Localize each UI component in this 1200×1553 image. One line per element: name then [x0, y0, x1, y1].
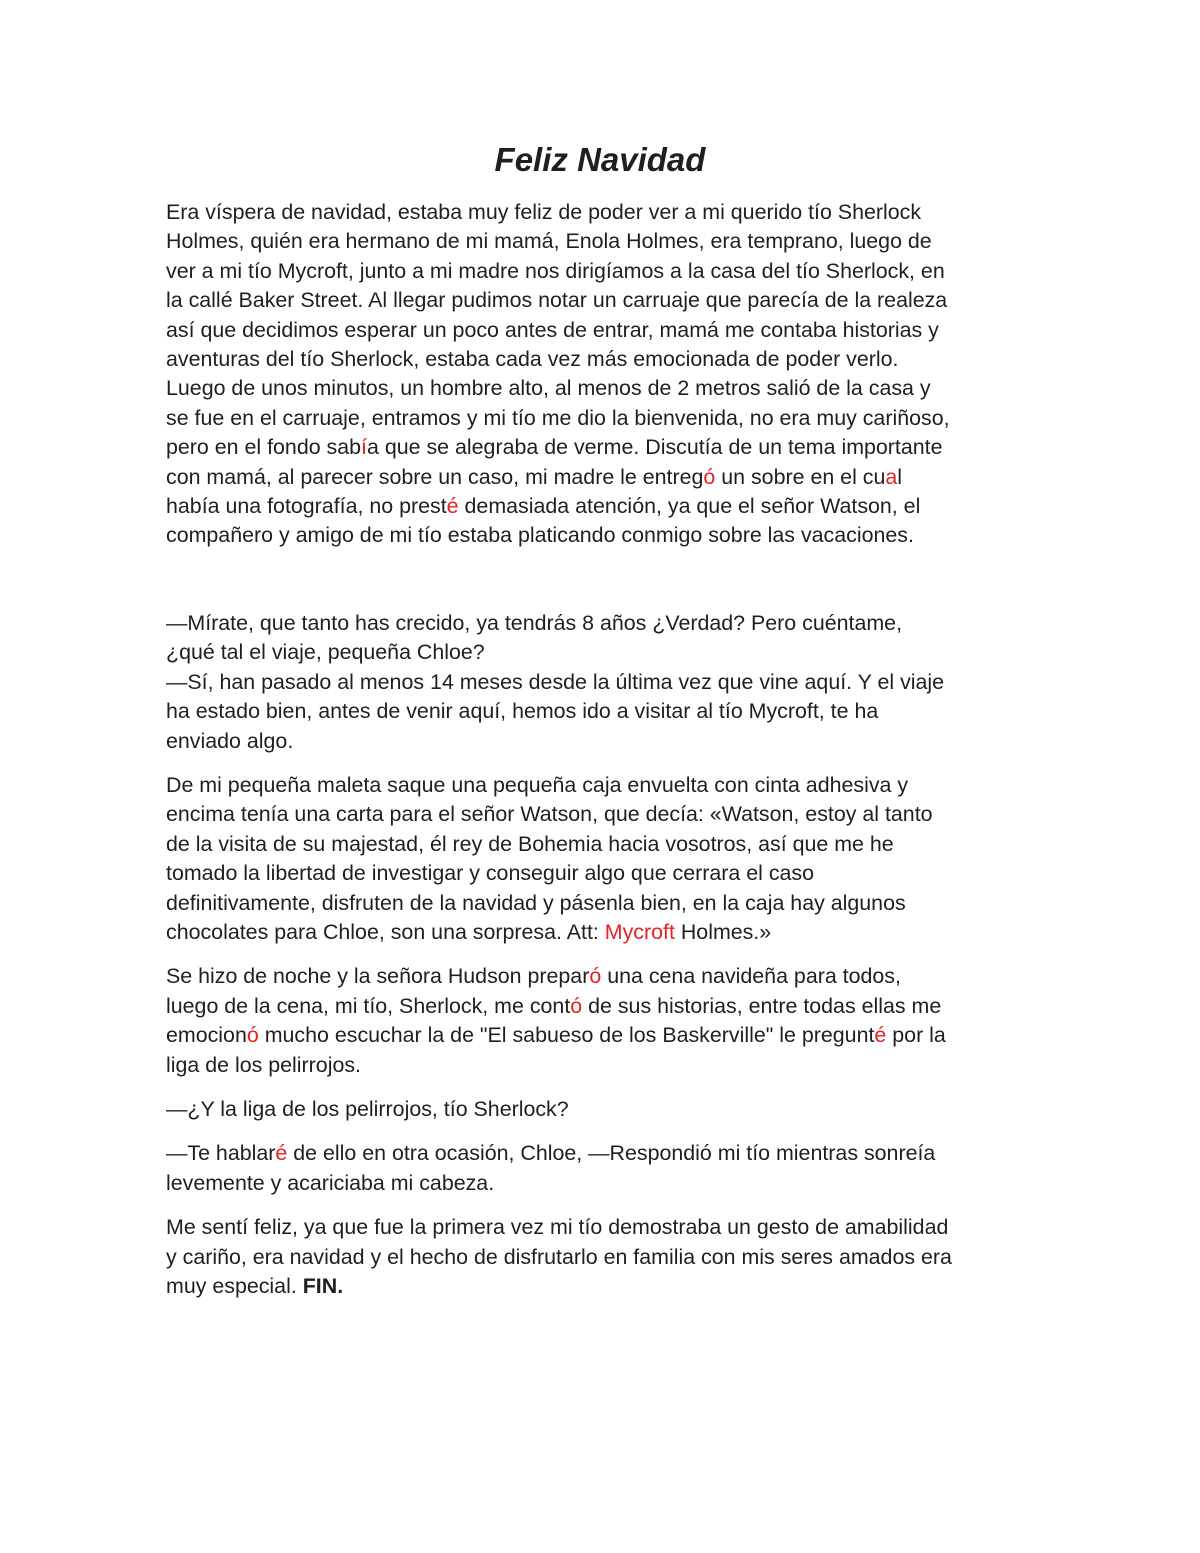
- text-line: encima tenía una carta para el señor Watson, que decía: «Watson, estoy al tanto: [166, 802, 933, 827]
- document-body: [166, 198, 1034, 1301]
- text-run: de sus historias, entre todas ellas me: [582, 993, 942, 1018]
- text-line: [166, 492, 1034, 521]
- paragraph-intro: [166, 198, 1034, 551]
- document-title: Feliz Navidad: [494, 141, 706, 178]
- text-line: [166, 433, 1034, 462]
- paragraph-letter: [166, 771, 1034, 947]
- highlighted-char: í: [361, 435, 367, 460]
- text-line: así que decidimos esperar un poco antes de entrar, mamá me contaba historias y: [166, 317, 939, 342]
- paragraph-evening: [166, 962, 1034, 1080]
- highlighted-word: Mycroft: [604, 919, 675, 944]
- highlighted-char: é: [874, 1023, 887, 1048]
- text-line: Luego de unos minutos, un hombre alto, al menos de 2 metros salió de la casa y: [166, 376, 931, 401]
- text-line: ver a mi tío Mycroft, junto a mi madre nos dirigíamos a la casa del tío Sherlock, en: [166, 258, 945, 283]
- text-line: y cariño, era navidad y el hecho de disfrutarlo en familia con mis seres amados era: [166, 1244, 952, 1269]
- text-line: se fue en el carruaje, entramos y mi tío me dio la bienvenida, no era muy cariñoso,: [166, 405, 950, 430]
- highlighted-char: a: [885, 464, 898, 489]
- text-line: compañero y amigo de mi tío estaba platicando conmigo sobre las vacaciones.: [166, 523, 914, 548]
- text-line: liga de los pelirrojos.: [166, 1052, 361, 1077]
- highlighted-char: é: [446, 494, 459, 519]
- paragraph-gap: [166, 551, 1034, 609]
- highlighted-char: é: [275, 1141, 288, 1166]
- text-line: Holmes, quién era hermano de mi mamá, Enola Holmes, era temprano, luego de: [166, 229, 932, 254]
- text-line: [166, 1139, 1034, 1168]
- text-line: [166, 918, 1034, 947]
- text-line: [166, 1021, 1034, 1050]
- text-line: [166, 962, 1034, 991]
- text-run: un sobre en el cu: [715, 464, 886, 489]
- text-line: ¿qué tal el viaje, pequeña Chloe?: [166, 640, 485, 665]
- text-run: a que se alegraba de verme. Discutía de un tema importante: [367, 435, 943, 460]
- text-line: la callé Baker Street. Al llegar pudimos notar un carruaje que parecía de la realeza: [166, 288, 948, 313]
- text-line: —Mírate, que tanto has crecido, ya tendrás 8 años ¿Verdad? Pero cuéntame,: [166, 610, 903, 635]
- text-line: Era víspera de navidad, estaba muy feliz de poder ver a mi querido tío Sherlock: [166, 200, 922, 224]
- text-run: luego de la cena, mi tío, Sherlock, me cont: [166, 993, 571, 1018]
- highlighted-char: ó: [570, 993, 583, 1018]
- fin-label: FIN.: [302, 1274, 344, 1298]
- text-run: Holmes.»: [674, 919, 772, 944]
- text-line: [166, 992, 1034, 1021]
- text-run: con mamá, al parecer sobre un caso, mi madre le entreg: [166, 464, 704, 489]
- text-run: muy especial.: [166, 1274, 303, 1298]
- text-run: pero en el fondo sab: [166, 435, 362, 460]
- text-run: l: [897, 464, 903, 489]
- text-line: Me sentí feliz, ya que fue la primera vez mi tío demostraba un gesto de amabilidad: [166, 1215, 949, 1240]
- highlighted-char: ó: [703, 464, 716, 489]
- text-run: chocolates para Chloe, son una sorpresa. Att:: [166, 919, 605, 944]
- dialogue-answer: [166, 1139, 1034, 1198]
- text-run: demasiada atención, ya que el señor Watson, el: [458, 494, 921, 519]
- text-run: había una fotografía, no prest: [166, 494, 447, 519]
- text-run: una cena navideña para todos,: [601, 964, 901, 989]
- paragraph-gap: [166, 947, 1034, 962]
- highlighted-char: ó: [246, 1023, 259, 1048]
- text-line: enviado algo.: [166, 728, 294, 753]
- text-line: —Sí, han pasado al menos 14 meses desde la última vez que vine aquí. Y el viaje: [166, 669, 945, 694]
- paragraph-gap: [166, 1080, 1034, 1095]
- text-run: por la: [886, 1023, 946, 1048]
- text-line: —¿Y la liga de los pelirrojos, tío Sherlock?: [166, 1096, 569, 1121]
- text-line: [166, 463, 1034, 492]
- dialogue-block: [166, 609, 1034, 756]
- text-run: mucho escuchar la de "El sabueso de los Baskerville" le pregunt: [258, 1023, 875, 1048]
- text-line: aventuras del tío Sherlock, estaba cada vez más emocionada de poder verlo.: [166, 347, 899, 372]
- text-line: levemente y acariciaba mi cabeza.: [166, 1170, 495, 1195]
- text-run: —Te hablar: [166, 1141, 276, 1166]
- text-run: emocion: [166, 1023, 247, 1048]
- text-line: definitivamente, disfruten de la navidad y pásenla bien, en la caja hay algunos: [166, 890, 906, 915]
- text-line: [166, 1272, 1034, 1301]
- text-line: ha estado bien, antes de venir aquí, hemos ido a visitar al tío Mycroft, te ha: [166, 699, 879, 724]
- paragraph-ending: [166, 1213, 1034, 1301]
- paragraph-gap: [166, 1124, 1034, 1139]
- paragraph-gap: [166, 1198, 1034, 1213]
- text-run: de ello en otra ocasión, Chloe, —Respondió mi tío mientras sonreía: [287, 1141, 936, 1166]
- text-line: de la visita de su majestad, él rey de Bohemia hacia vosotros, así que me he: [166, 831, 894, 856]
- paragraph-gap: [166, 756, 1034, 771]
- text-line: tomado la libertad de investigar y conseguir algo que cerrara el caso: [166, 861, 815, 886]
- text-line: De mi pequeña maleta saque una pequeña caja envuelta con cinta adhesiva y: [166, 772, 909, 797]
- highlighted-char: ó: [589, 964, 602, 989]
- text-run: Se hizo de noche y la señora Hudson prepar: [166, 964, 590, 989]
- dialogue-question: [166, 1095, 1034, 1124]
